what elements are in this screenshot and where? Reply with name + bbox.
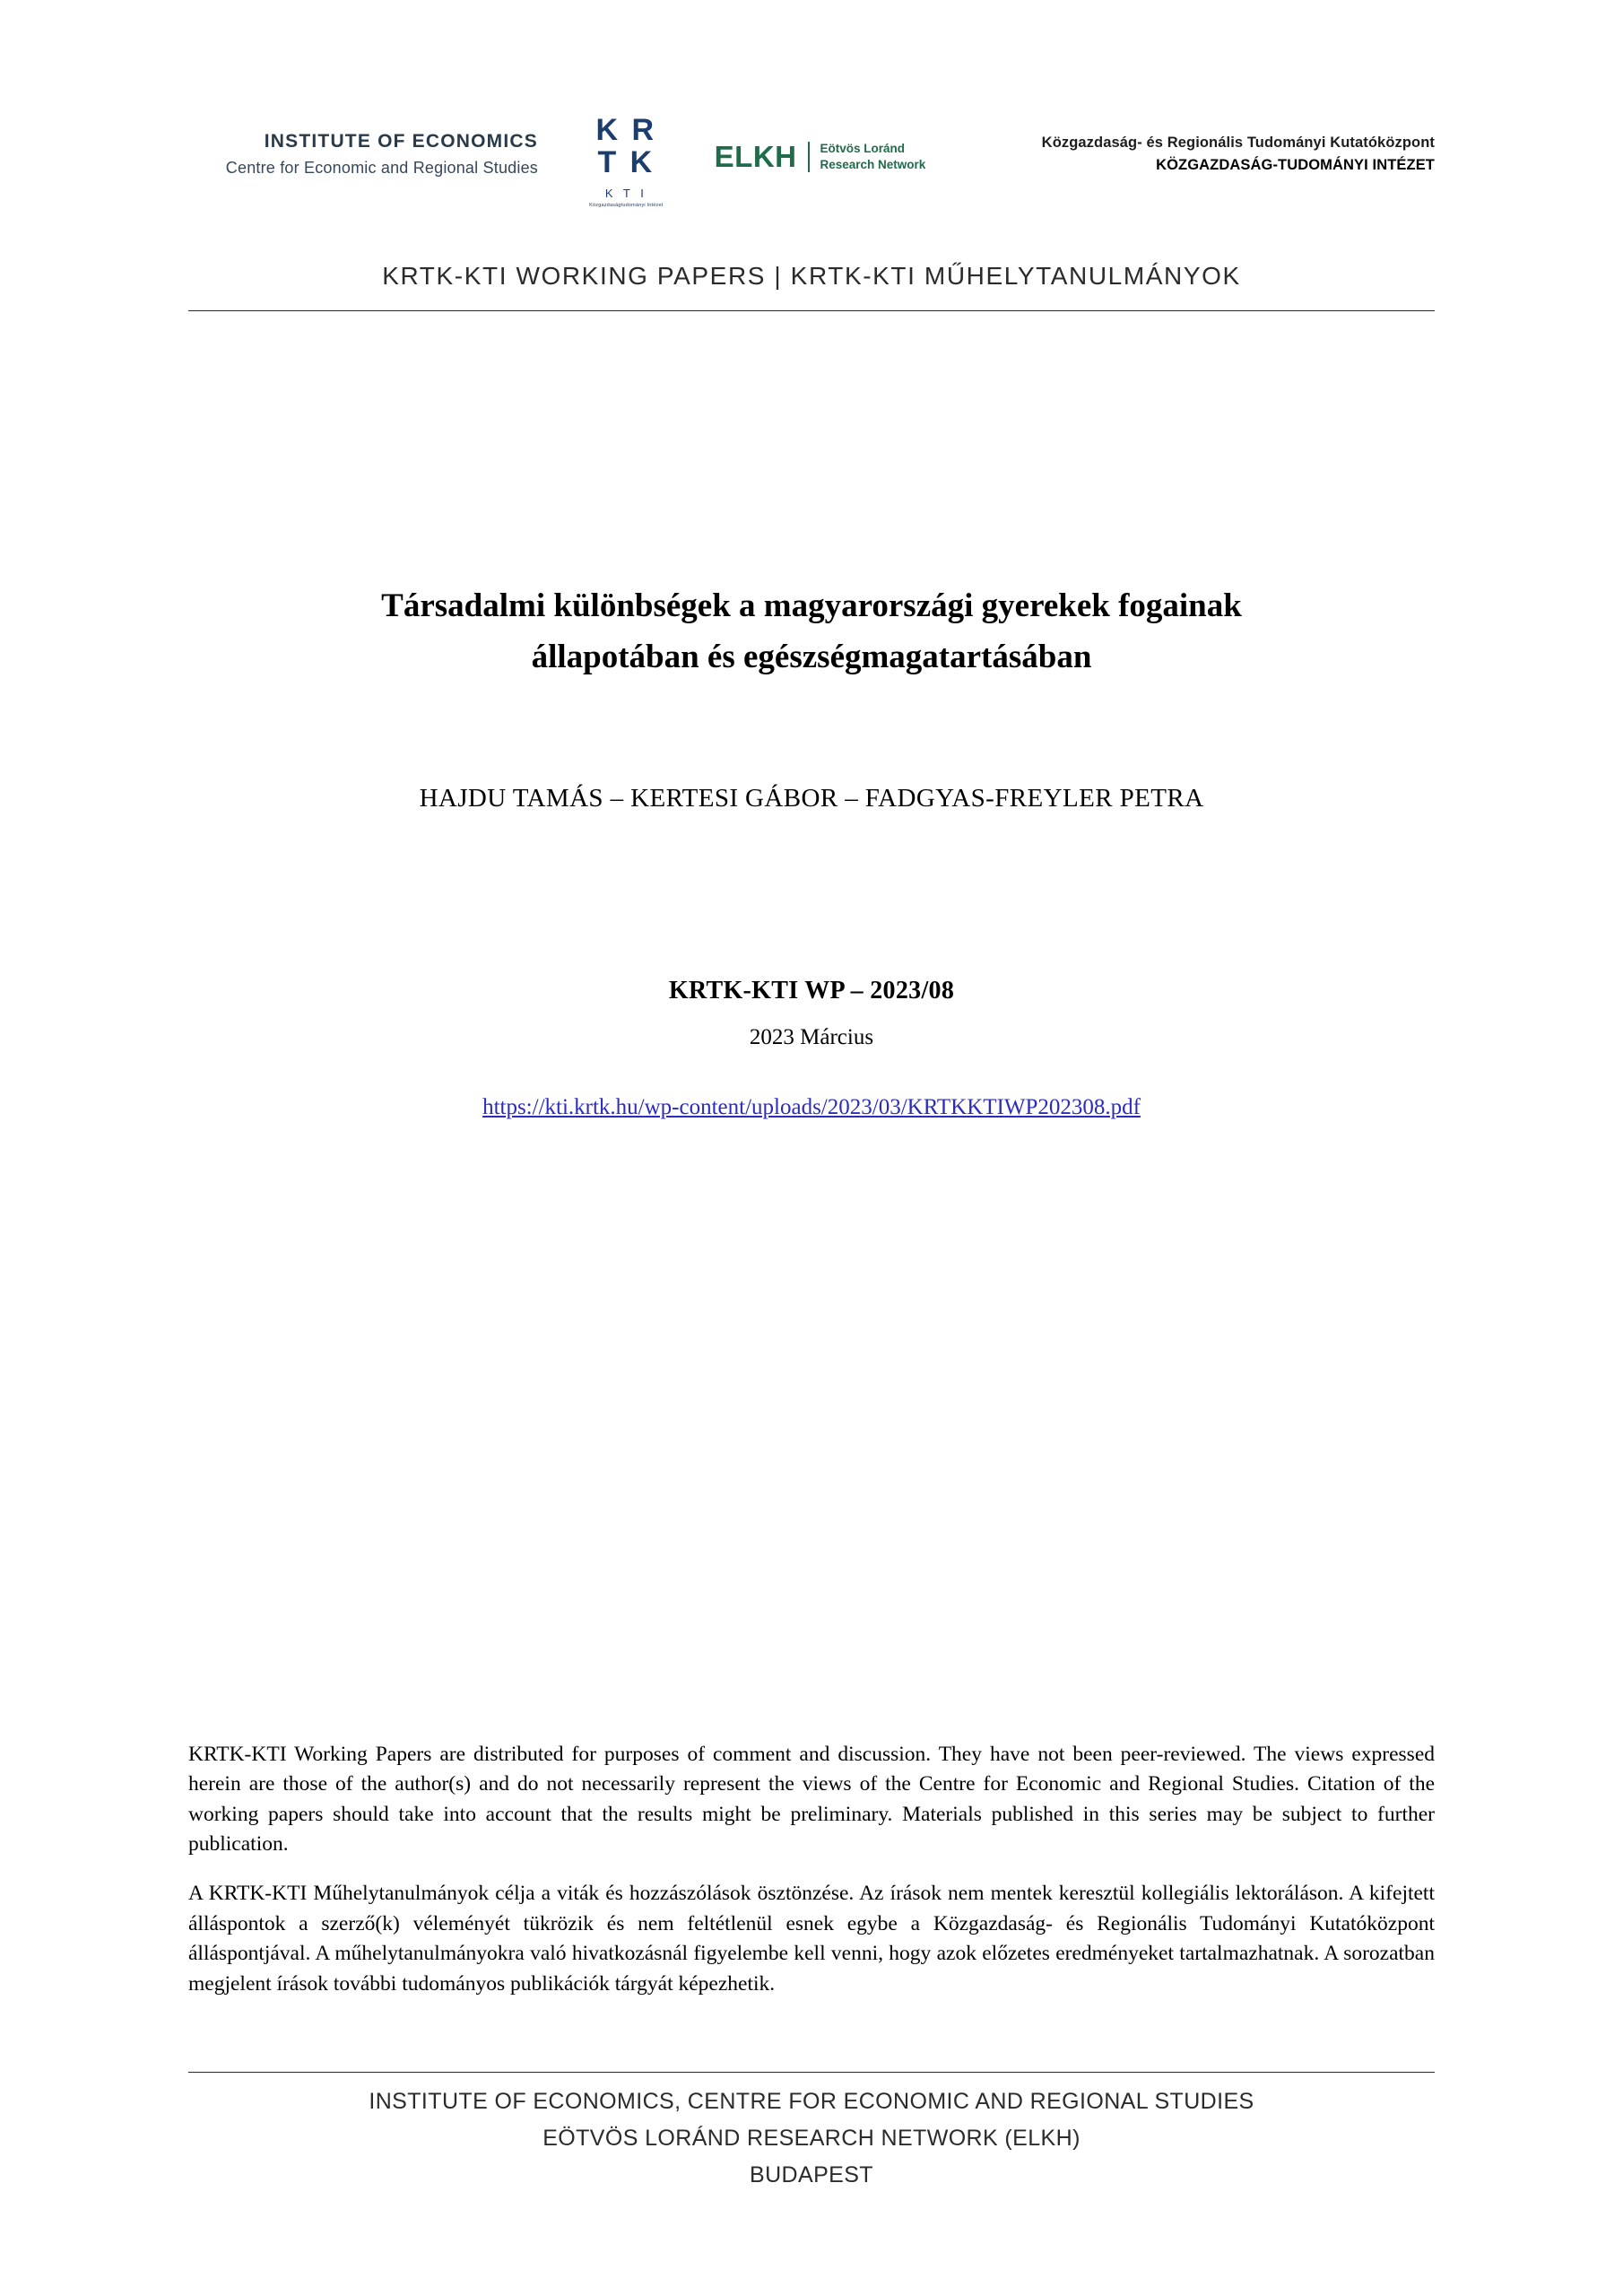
header-divider <box>188 310 1435 311</box>
disclaimer-english: KRTK-KTI Working Papers are distributed for purposes of comment and discussion. They have not been peer-reviewed. The views expressed herein are those of the author(s) and do not necessarily represent the views of the Centre for Economic and Regional Studies. Citation of the working papers should take into account that the results might be preliminary. Materials published in this series may be subject to further publication. <box>188 1743 1435 1857</box>
publication-date: 2023 Március <box>749 1024 874 1049</box>
kti-hungarian-logo-line2: KÖZGAZDASÁG-TUDOMÁNYI INTÉZET <box>1156 157 1435 173</box>
krtk-logo-mark-line1: K R <box>595 113 657 147</box>
author-list: HAJDU TAMÁS – KERTESI GÁBOR – FADGYAS-FREYLER PETRA <box>419 783 1204 813</box>
paper-url-container <box>188 1095 1435 1120</box>
footer-line-city: BUDAPEST <box>750 2162 873 2187</box>
elkh-logo-wordmark: ELKH <box>714 140 797 173</box>
krtk-kti-logo <box>568 115 684 209</box>
institute-of-economics-logo-line2: Centre for Economic and Regional Studies <box>225 159 538 177</box>
working-paper-number: KRTK-KTI WP – 2023/08 <box>668 976 955 1004</box>
footer-divider <box>188 2072 1435 2073</box>
page-title <box>188 580 1435 683</box>
elkh-logo-text-line2: Research Network <box>820 158 926 171</box>
paper-title-line1: Társadalmi különbségek a magyarországi gyerekek fogainak <box>381 587 1242 624</box>
elkh-logo <box>715 115 957 174</box>
disclaimer-hungarian: A KRTK-KTI Műhelytanulmányok célja a viták és hozzászólások ösztönzése. Az írások nem mentek keresztül kollegiális lektoráláson. A kifejtett álláspontok a szerző(k) véleményét tükrözik és nem feltétlenül esnek egybe a Közgazdaság- és Regionális Tudományi Kutatóközpont álláspontjával. A műhelytanulmányokra való hivatkozásnál figyelembe kell venni, hogy azok előzetes eredményeket tartalmazhatnak. A sorozatban megjelent írások további tudományos publikációk tárgyát képezhetik. <box>188 1882 1435 1996</box>
logo-header-row <box>188 0 1435 215</box>
krtk-logo-kti-label: K T I <box>604 186 647 200</box>
elkh-logo-text <box>820 141 926 172</box>
footer-line-network: EÖTVÖS LORÁND RESEARCH NETWORK (ELKH) <box>542 2126 1081 2151</box>
krtk-logo-subtitle: Közgazdaságtudományi Intézet <box>589 202 664 208</box>
footer-line-institute: INSTITUTE OF ECONOMICS, CENTRE FOR ECONOMIC AND REGIONAL STUDIES <box>369 2089 1254 2114</box>
kti-hungarian-logo-line1: Közgazdaság- és Regionális Tudományi Kutatóközpont <box>1041 135 1435 151</box>
elkh-logo-text-line1: Eötvös Loránd <box>820 142 906 156</box>
krtk-logo-mark-line2: T K <box>597 145 655 179</box>
series-title: KRTK-KTI WORKING PAPERS | KRTK-KTI MŰHELYTANULMÁNYOK <box>382 262 1241 290</box>
elkh-logo-divider <box>808 142 810 172</box>
institute-of-economics-logo-line1: INSTITUTE OF ECONOMICS <box>264 131 538 152</box>
kti-hungarian-logo <box>986 115 1435 174</box>
institute-of-economics-logo <box>188 115 538 178</box>
page-footer <box>188 2072 1435 2188</box>
paper-title-line2: állapotában és egészségmagatartásában <box>531 639 1092 676</box>
paper-url-link[interactable]: https://kti.krtk.hu/wp-content/uploads/2023/03/KRTKKTIWP202308.pdf <box>482 1094 1141 1119</box>
disclaimer-section <box>188 1740 1435 2019</box>
